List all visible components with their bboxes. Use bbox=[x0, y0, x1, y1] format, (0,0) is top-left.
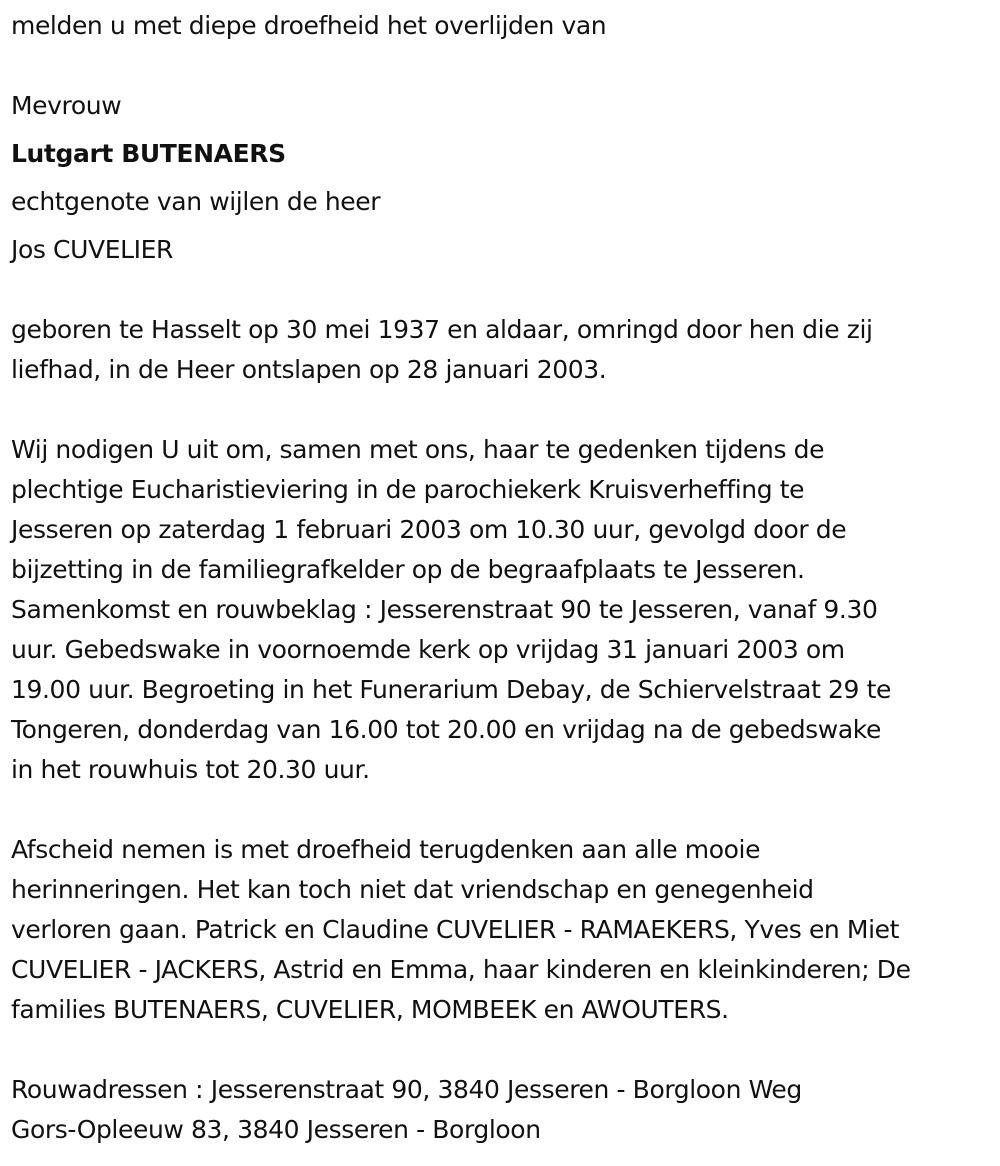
paragraph-line: bijzetting in de familiegrafkelder op de begraafplaats te Jesseren. bbox=[11, 555, 805, 584]
paragraph-line: 19.00 uur. Begroeting in het Funerarium Debay, de Schiervelstraat 29 te bbox=[11, 675, 891, 704]
paragraph-line: uur. Gebedswake in voornoemde kerk op vrijdag 31 januari 2003 om bbox=[11, 635, 845, 664]
paragraph-line: Samenkomst en rouwbeklag : Jesserenstraat 90 te Jesseren, vanaf 9.30 bbox=[11, 595, 878, 624]
paragraph-line: in het rouwhuis tot 20.30 uur. bbox=[11, 755, 370, 784]
deceased-name: Lutgart BUTENAERS bbox=[11, 139, 286, 168]
paragraph-line: Wij nodigen U uit om, samen met ons, haar te gedenken tijdens de bbox=[11, 435, 825, 464]
paragraph-line: herinneringen. Het kan toch niet dat vriendschap en genegenheid bbox=[11, 875, 814, 904]
paragraph-line: verloren gaan. Patrick en Claudine CUVELIER - RAMAEKERS, Yves en Miet bbox=[11, 915, 900, 944]
paragraph-line: Afscheid nemen is met droefheid terugdenken aan alle mooie bbox=[11, 835, 761, 864]
intro-text: melden u met diepe droefheid het overlijden van bbox=[11, 11, 607, 40]
paragraph-line: geboren te Hasselt op 30 mei 1937 en aldaar, omringd door hen die zij bbox=[11, 315, 873, 344]
spouse-name: Jos CUVELIER bbox=[11, 235, 173, 264]
address-line: Rouwadressen : Jesserenstraat 90, 3840 Jesseren - Borgloon Weg bbox=[11, 1075, 802, 1104]
address-line: Gors-Opleeuw 83, 3840 Jesseren - Borgloon bbox=[11, 1115, 541, 1144]
salutation: Mevrouw bbox=[11, 91, 122, 120]
paragraph-line: families BUTENAERS, CUVELIER, MOMBEEK en AWOUTERS. bbox=[11, 995, 729, 1024]
paragraph-line: CUVELIER - JACKERS, Astrid en Emma, haar kinderen en kleinkinderen; De bbox=[11, 955, 911, 984]
paragraph-line: Jesseren op zaterdag 1 februari 2003 om 10.30 uur, gevolgd door de bbox=[11, 515, 847, 544]
spouse-label: echtgenote van wijlen de heer bbox=[11, 187, 381, 216]
paragraph-line: liefhad, in de Heer ontslapen op 28 januari 2003. bbox=[11, 355, 607, 384]
paragraph-line: Tongeren, donderdag van 16.00 tot 20.00 en vrijdag na de gebedswake bbox=[11, 715, 881, 744]
paragraph-line: plechtige Eucharistieviering in de parochiekerk Kruisverheffing te bbox=[11, 475, 805, 504]
